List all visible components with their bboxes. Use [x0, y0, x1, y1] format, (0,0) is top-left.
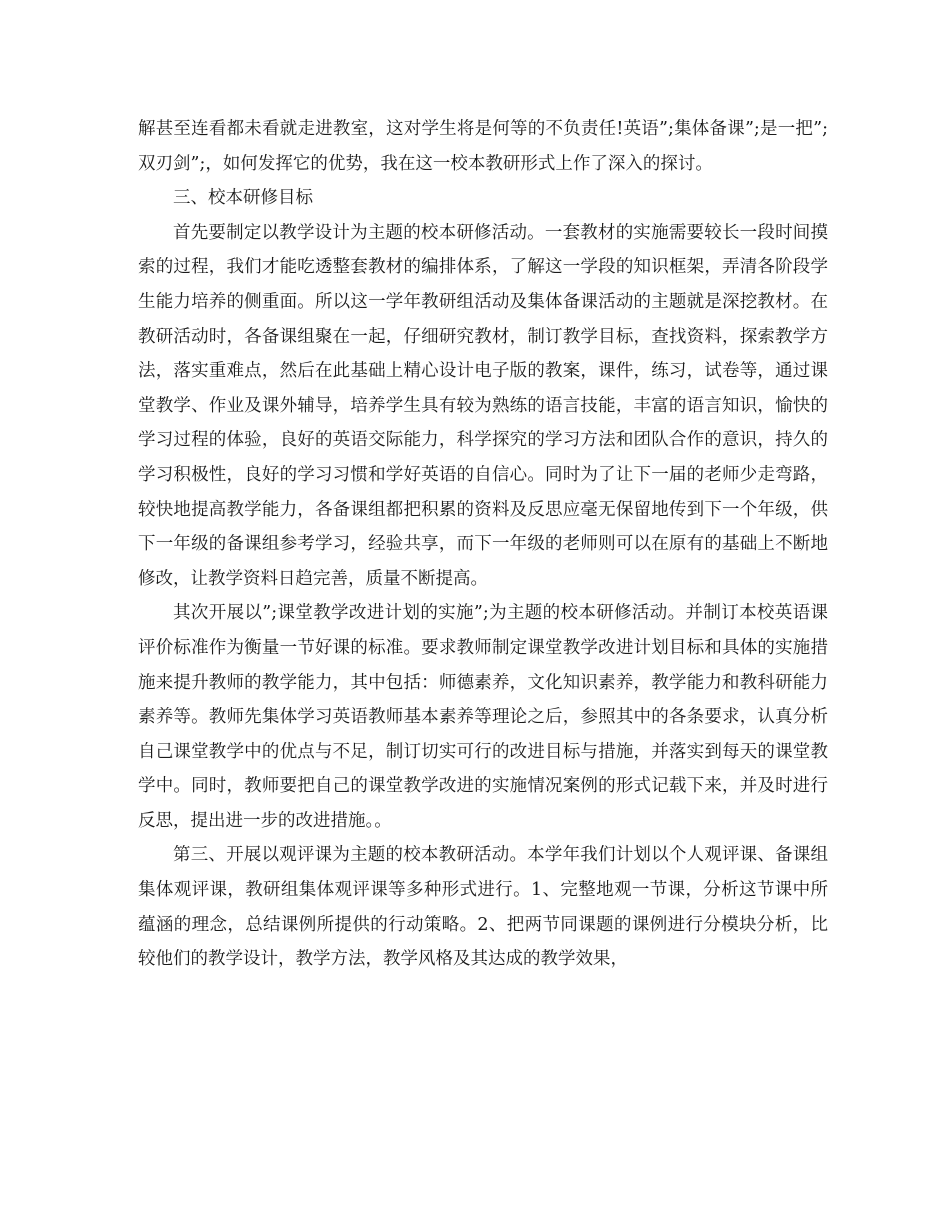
paragraph-lesson-observation: 第三、开展以观评课为主题的校本教研活动。本学年我们计划以个人观评课、备课组集体观评课，教研组集体观评课等多种形式进行。1、完整地观一节课，分析这节课中所蕴涵的理念，总结课例所提供的行动策略。2、把两节同课题的课例进行分模块分析，比较他们的教学设计，教学方法，教学风格及其达成的教学效果， — [138, 845, 828, 970]
paragraph-classroom-improvement: 其次开展以”;课堂教学改进计划的实施”;为主题的校本研修活动。并制订本校英语课评价标准作为衡量一节好课的标准。要求教师制定课堂教学改进计划目标和具体的实施措施来提升教师的教学能力，其中包括：师德素养，文化知识素养，教学能力和教科研能力素养等。教师先集体学习英语教师基本素养等理论之后，参照其中的各条要求，认真分析自己课堂教学中的优点与不足，制订切实可行的改进目标与措施，并落实到每天的课堂教学中。同时，教师要把自己的课堂教学改进的实施情况案例的形式记载下来，并及时进行反思，提出进一步的改进措施。。 — [138, 603, 828, 831]
paragraph-continuation: 解甚至连看都未看就走进教室，这对学生将是何等的不负责任!英语”;集体备课”;是一把”;双刃剑”;，如何发挥它的优势，我在这一校本教研形式上作了深入的探讨。 — [138, 119, 828, 174]
document-body — [138, 112, 828, 977]
section-heading: 三、校本研修目标 — [173, 188, 313, 209]
paragraph-teaching-design: 首先要制定以教学设计为主题的校本研修活动。一套教材的实施需要较长一段时间摸索的过程，我们才能吃透整套教材的编排体系，了解这一学段的知识框架，弄清各阶段学生能力培养的侧重面。所以这一学年教研组活动及集体备课活动的主题就是深挖教材。在教研活动时，各备课组聚在一起，仔细研究教材，制订教学目标，查找资料，探索教学方法，落实重难点，然后在此基础上精心设计电子版的教案，课件，练习，试卷等，通过课堂教学、作业及课外辅导，培养学生具有较为熟练的语言技能，丰富的语言知识，愉快的学习过程的体验，良好的英语交际能力，科学探究的学习方法和团队合作的意识，持久的学习积极性，良好的学习习惯和学好英语的自信心。同时为了让下一届的老师少走弯路，较快地提高教学能力，各备课组都把积累的资料及反思应毫无保留地传到下一个年级，供下一年级的备课组参考学习，经验共享，而下一年级的老师则可以在原有的基础上不断地修改，让教学资料日趋完善，质量不断提高。 — [138, 222, 828, 589]
